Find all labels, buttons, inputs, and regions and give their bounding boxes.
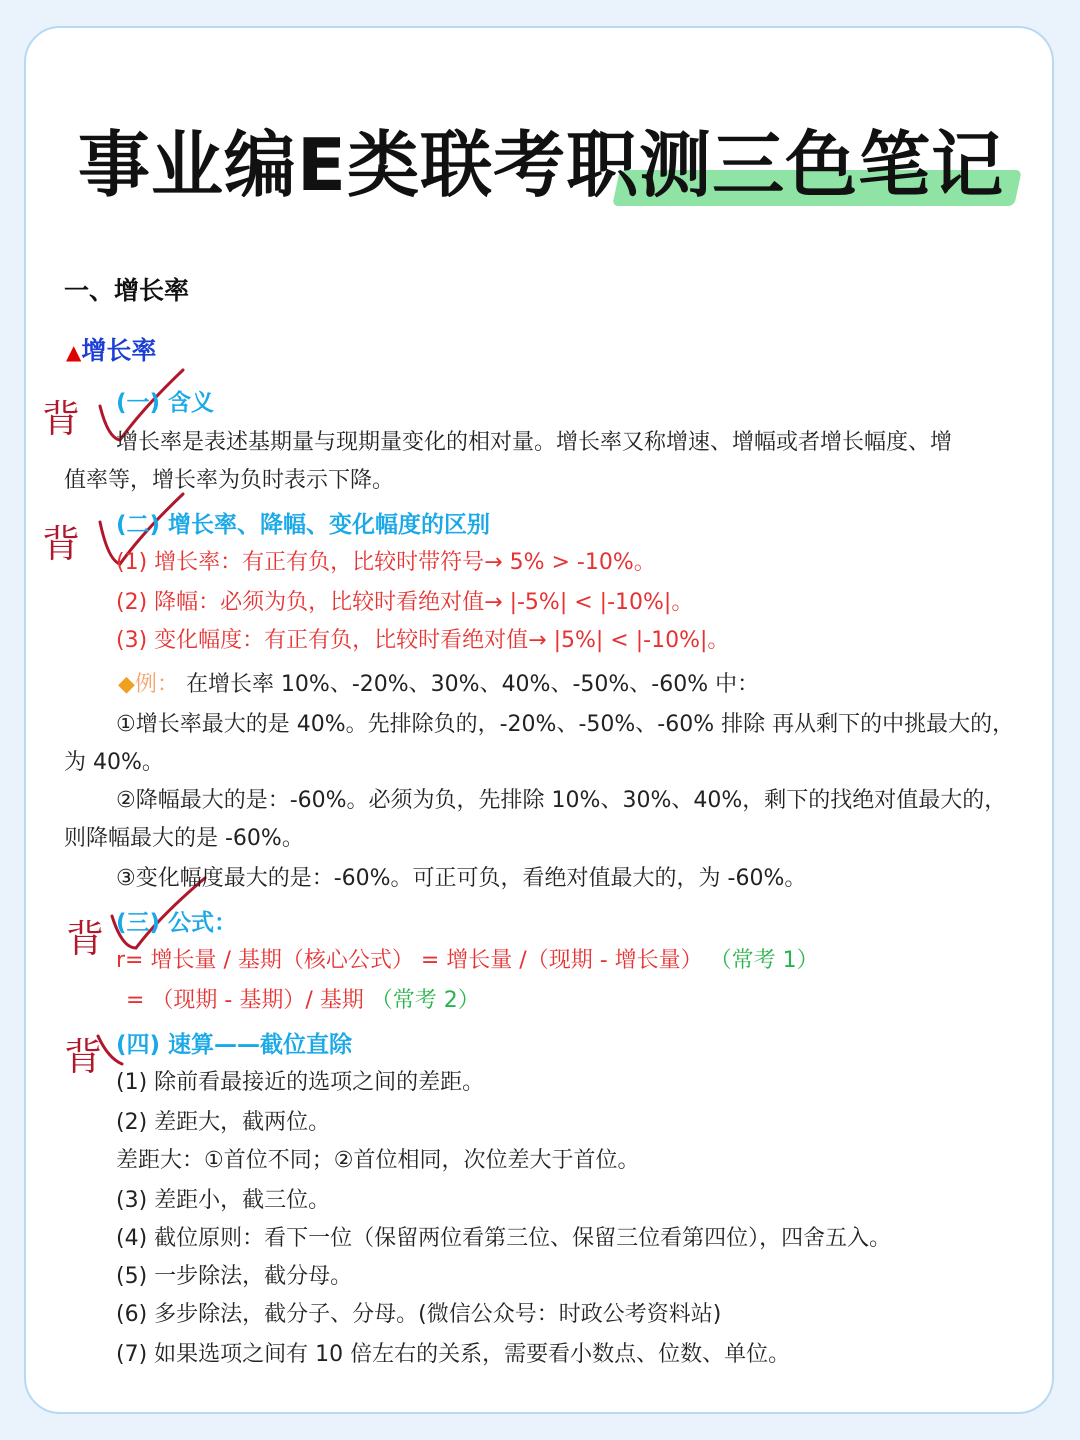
- quick-item-2: (2) 差距大，截两位。: [116, 1110, 331, 1135]
- distinction-item-1: (1) 增长率：有正有负，比较时带符号→ 5% > -10%。: [116, 550, 656, 575]
- quick-item-1: (1) 除前看最接近的选项之间的差距。: [116, 1070, 485, 1095]
- formula-line-1: [116, 946, 819, 976]
- handwritten-mark-1: 背: [42, 397, 81, 441]
- handwritten-mark-2: 背: [42, 522, 81, 566]
- subheading: [66, 336, 156, 367]
- quick-item-4: (3) 差距小，截三位。: [116, 1188, 331, 1213]
- quick-item-8: (7) 如果选项之间有 10 倍左右的关系，需要看小数点、位数、单位。: [116, 1342, 791, 1367]
- example-intro-text: 在增长率 10%、-20%、30%、40%、-50%、-60% 中：: [185, 672, 760, 697]
- quick-item-3: 差距大：①首位不同；②首位相同，次位差大于首位。: [116, 1148, 640, 1173]
- quick-heading: (四) 速算——截位直除: [116, 1032, 353, 1058]
- title-part-2: 职测三色笔记: [566, 123, 1005, 207]
- triangle-icon: ▲: [66, 340, 82, 364]
- diamond-icon: ◆: [118, 672, 135, 697]
- note-card: [24, 26, 1054, 1414]
- example-line-5: ③变化幅度最大的是：-60%。可正可负，看绝对值最大的，为 -60%。: [116, 866, 807, 891]
- formula-line-2: [126, 986, 480, 1016]
- handwritten-mark-3: 背: [66, 917, 105, 961]
- handwritten-mark-4: 背: [64, 1035, 103, 1079]
- formula-1: r= 增长量 / 基期（核心公式） = 增长量 /（现期 - 增长量）: [116, 948, 703, 973]
- example-label: 例：: [134, 672, 179, 697]
- subheading-text: 增长率: [81, 336, 157, 365]
- example-line-4: 则降幅最大的是 -60%。: [64, 826, 304, 851]
- page-title: [78, 120, 1004, 210]
- meaning-paragraph-line-2: 值率等，增长率为负时表示下降。: [64, 468, 395, 493]
- quick-item-6: (5) 一步除法，截分母。: [116, 1264, 353, 1289]
- distinction-item-3: (3) 变化幅度：有正有负，比较时看绝对值→ |5%| < |-10%|。: [116, 628, 730, 653]
- quick-item-7: (6) 多步除法，截分子、分母。(微信公众号：时政公考资料站): [116, 1302, 722, 1327]
- quick-item-5: (4) 截位原则：看下一位（保留两位看第三位、保留三位看第四位），四舍五入。: [116, 1226, 892, 1251]
- example-line-2: 为 40%。: [64, 750, 164, 775]
- formula-heading: (三) 公式：: [116, 910, 238, 936]
- formula-1-note: （常考 1）: [709, 948, 819, 973]
- title-part-1: 事业编E类联考: [77, 123, 567, 207]
- distinction-heading: (二) 增长率、降幅、变化幅度的区别: [116, 512, 491, 538]
- example-line-1: ①增长率最大的是 40%。先排除负的，-20%、-50%、-60% 排除 再从剩下的中挑最大的，: [116, 712, 1015, 737]
- example-intro: [118, 670, 759, 700]
- section-heading: 一、增长率: [64, 276, 190, 305]
- title-block: [26, 120, 1054, 210]
- meaning-paragraph-line-1: 增长率是表述基期量与现期量变化的相对量。增长率又称增速、增幅或者增长幅度、增: [116, 430, 953, 455]
- example-line-3: ②降幅最大的是：-60%。必须为负，先排除 10%、30%、40%，剩下的找绝对值最大的，: [116, 788, 1007, 813]
- formula-2: = （现期 - 基期）/ 基期: [126, 988, 364, 1013]
- formula-2-note: （常考 2）: [370, 988, 480, 1013]
- distinction-item-2: (2) 降幅：必须为负，比较时看绝对值→ |-5%| < |-10%|。: [116, 590, 694, 615]
- meaning-heading: (一) 含义: [116, 390, 215, 416]
